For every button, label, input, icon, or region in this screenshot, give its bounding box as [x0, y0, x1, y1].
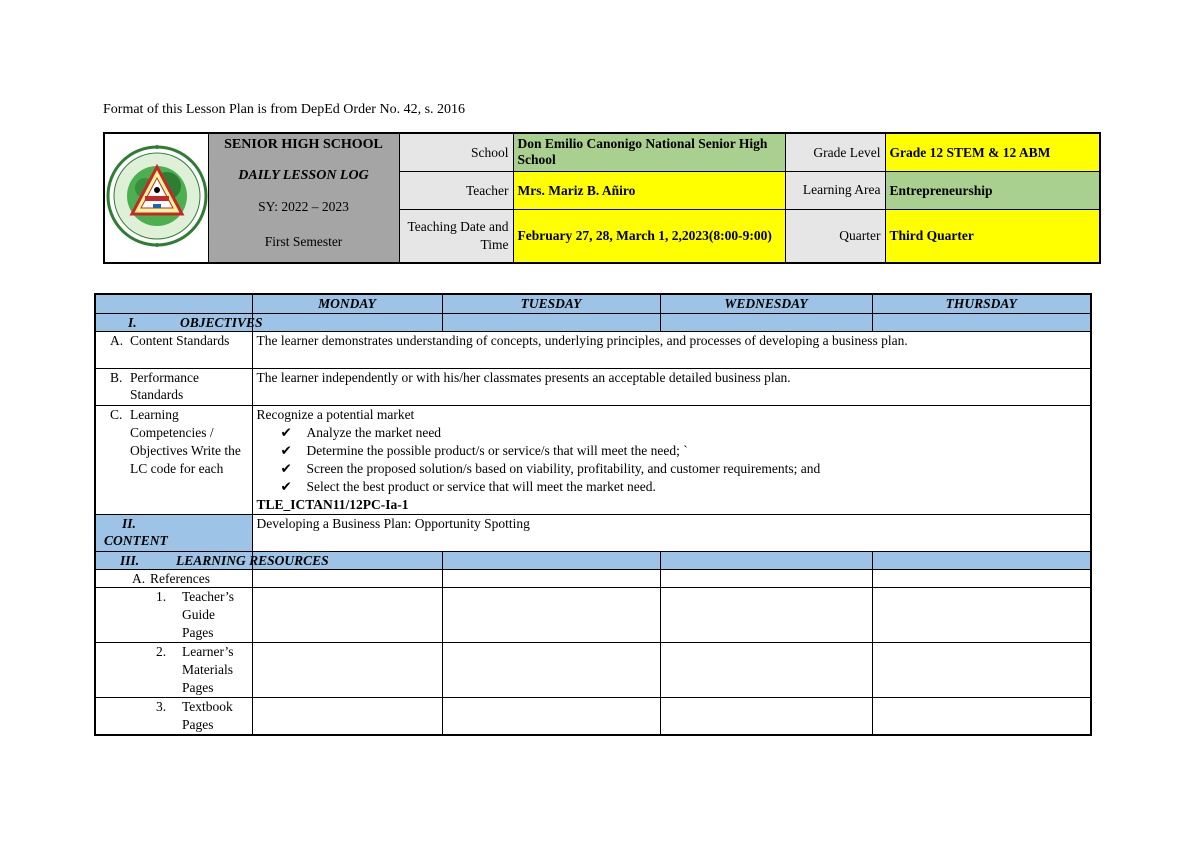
references-text: References: [150, 570, 210, 586]
area-value: Entrepreneurship: [885, 171, 1100, 209]
teacher-value: Mrs. Mariz B. Añiro: [513, 171, 785, 209]
grade-value: Grade 12 STEM & 12 ABM: [885, 133, 1100, 171]
check-icon: ✔: [280, 460, 292, 476]
objectives-tue: [442, 313, 660, 331]
date-value: February 27, 28, March 1, 2,2023(8:00-9:00): [513, 209, 785, 263]
format-note: Format of this Lesson Plan is from DepEd Order No. 42, s. 2016: [103, 102, 466, 117]
teachers-guide-text: Teacher’s Guide Pages: [182, 588, 235, 640]
content-standards-value: The learner demonstrates understanding of concepts, underlying principles, and processes of developing a business plan.: [252, 331, 1091, 368]
day-thursday: THURSDAY: [872, 294, 1091, 313]
textbook-label: [95, 697, 252, 735]
lm-mon: [252, 642, 442, 697]
references-mon: [252, 569, 442, 587]
teachers-guide-label: [95, 587, 252, 642]
competencies-value: [252, 405, 1091, 514]
label-letter-a: A.: [110, 332, 124, 348]
day-monday: MONDAY: [252, 294, 442, 313]
quarter-value: Third Quarter: [885, 209, 1100, 263]
tb-wed: [660, 697, 872, 735]
day-tuesday: TUESDAY: [442, 294, 660, 313]
check-icon: ✔: [280, 442, 292, 458]
lm-thu: [872, 642, 1091, 697]
performance-standards-label: [95, 368, 252, 405]
competency-item: ✔ Analyze the market need: [280, 424, 442, 440]
tb-mon: [252, 697, 442, 735]
resources-num: III.: [120, 552, 140, 568]
objectives-wed: [660, 313, 872, 331]
lesson-log-table: [94, 293, 1092, 736]
division-seal-icon: [105, 134, 208, 258]
resources-wed: [660, 551, 872, 569]
references-letter: A.: [132, 570, 146, 586]
references-thu: [872, 569, 1091, 587]
school-level-box: [208, 133, 399, 263]
check-icon: ✔: [280, 478, 292, 494]
content-standards-text: Content Standards: [130, 332, 230, 348]
objectives-heading: [95, 313, 263, 331]
item-num-2: 2.: [156, 643, 167, 659]
lm-wed: [660, 642, 872, 697]
tg-thu: [872, 587, 1091, 642]
performance-standards-text: Performance Standards: [130, 369, 199, 402]
resources-tue: [442, 551, 660, 569]
competencies-text: Learning Competencies / Objectives Write the LC code for each: [130, 406, 241, 476]
competency-item: ✔ Select the best product or service that will meet the market need.: [280, 478, 656, 494]
objectives-num: I.: [128, 314, 137, 330]
objectives-title: OBJECTIVES: [180, 314, 263, 330]
item-num-1: 1.: [156, 588, 167, 604]
area-label: Learning Area: [785, 171, 885, 209]
content-heading: [95, 514, 252, 551]
references-tue: [442, 569, 660, 587]
tg-tue: [442, 587, 660, 642]
label-letter-c: C.: [110, 406, 123, 422]
semester: First Semester: [264, 234, 343, 249]
item-num-3: 3.: [156, 698, 167, 714]
content-num: II.: [122, 515, 136, 531]
references-label: [95, 569, 252, 587]
lesson-log-header: [103, 132, 1101, 264]
resources-title: LEARNING RESOURCES: [176, 552, 329, 568]
tb-tue: [442, 697, 660, 735]
objectives-thu: [872, 313, 1091, 331]
school-logo: [104, 133, 208, 263]
tb-thu: [872, 697, 1091, 735]
lc-code: TLE_ICTAN11/12PC-Ia-1: [256, 496, 409, 512]
lm-tue: [442, 642, 660, 697]
content-title: CONTENT: [104, 532, 168, 548]
content-standards-label: [95, 331, 252, 368]
date-label: Teaching Date and Time: [399, 209, 513, 263]
check-icon: ✔: [280, 424, 292, 440]
textbook-text: Textbook Pages: [182, 698, 233, 732]
dll-title: DAILY LESSON LOG: [238, 168, 369, 183]
tg-wed: [660, 587, 872, 642]
competencies-label: [95, 405, 252, 514]
school-value: Don Emilio Canonigo National Senior High School: [513, 133, 785, 171]
shs-title: SENIOR HIGH SCHOOL: [224, 137, 383, 152]
school-label: School: [399, 133, 513, 171]
content-value: Developing a Business Plan: Opportunity Spotting: [252, 514, 1091, 551]
quarter-label: Quarter: [785, 209, 885, 263]
competency-item: ✔ Determine the possible product/s or service/s that will meet the need; `: [280, 442, 688, 458]
references-wed: [660, 569, 872, 587]
label-letter-b: B.: [110, 369, 123, 385]
grade-label: Grade Level: [785, 133, 885, 171]
school-year: SY: 2022 – 2023: [258, 199, 349, 214]
resources-heading: [95, 551, 329, 569]
learners-materials-label: [95, 642, 252, 697]
competency-item: ✔ Screen the proposed solution/s based on viability, profitability, and customer requirements; and: [280, 460, 821, 476]
performance-standards-value: The learner independently or with his/her classmates presents an acceptable detailed business plan.: [252, 368, 1091, 405]
learners-materials-text: Learner’s Materials Pages: [182, 643, 234, 695]
competency-intro: Recognize a potential market: [256, 406, 415, 422]
teacher-label: Teacher: [399, 171, 513, 209]
objectives-mon: [252, 313, 442, 331]
day-wednesday: WEDNESDAY: [660, 294, 872, 313]
tg-mon: [252, 587, 442, 642]
resources-thu: [872, 551, 1091, 569]
corner-cell: [95, 294, 252, 313]
